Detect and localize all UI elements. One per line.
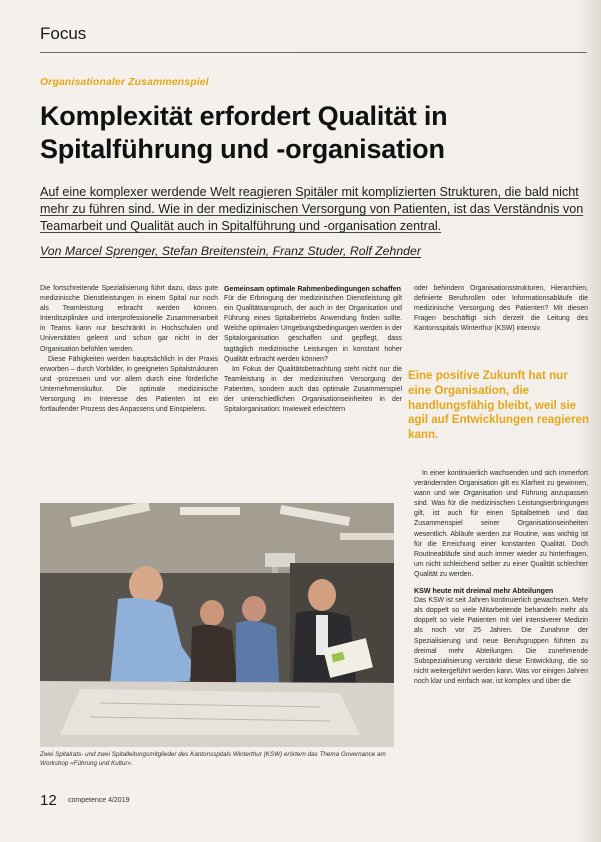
subheading: Gemeinsam optimale Rahmenbedingungen schaffen (224, 285, 401, 293)
workshop-photo-illustration (40, 503, 394, 747)
pull-quote: Eine positive Zukunft hat nur eine Organisation, die handlungsfähig bleibt, weil sie agil auf Entwicklungen reagieren kann. (408, 369, 590, 442)
article-lead: Auf eine komplexer werdende Welt reagieren Spitäler mit komplizierten Strukturen, die bald nicht mehr zu führen sind. Wie in der medizinischen Versorgung von Patienten, ist das Verständnis von Teamarbeit und Qualität auch in Spitalführung und -organisation zentral. (40, 185, 584, 234)
body-paragraph: In einer kontinuierlich wachsenden und sich immerfort verändernden Organisation gilt es Klarheit zu gewinnen, wann und wie Organisation und Führung anzupassen sind. Was für die medizinischen Leistungserbringungen gilt, ist auch für einen Spitalbetrieb und das Zusammenspiel seiner Organisationseinheiten wesentlich. Abläufe werden zur Routine, was wichtig ist für die Erreichung einer konstanten Qualität. Doch Routineabläufe sind auch immer wieder zu hinterfragen, um nicht schleichend selber zu einer Qualität schlechter Qualität zu werden. (414, 470, 588, 578)
body-column-3-top (414, 284, 588, 334)
article-authors: Von Marcel Sprenger, Stefan Breitenstein, Franz Studer, Rolf Zehnder (40, 244, 421, 258)
body-paragraph: Diese Fähigkeiten werden hauptsächlich in der Praxis erworben – durch Vorbilder, in geeigneten Spitalstrukturen und -prozessen und vor allem durch eine förderliche Unternehmenskultur. Die optimale medizinische Versorgung im Interesse des Patienten ist ein fortlaufender Prozess des Anpassens und Einspielens. (40, 355, 218, 414)
header-rule (40, 52, 587, 53)
workshop-photo (40, 503, 394, 747)
body-paragraph: Die fortschreitende Spezialisierung führt dazu, dass gute medizinische Dienstleistungen in einem Spital nur noch als Teamleistung erbracht werden können. Interdisziplinäre und interprofessionelle Zusammenarbeit in Teams kann nur beschränkt in Hochschulen und Universitäten gelernt und schon gar nicht in der Organisation befohlen werden. (40, 285, 218, 353)
body-column-1 (40, 284, 218, 415)
body-column-2 (224, 284, 402, 415)
magazine-issue: competence 4/2019 (68, 797, 130, 804)
subheading: KSW heute mit dreimal mehr Abteilungen (414, 587, 554, 596)
body-paragraph: oder behindern Organisationsstrukturen, Hierarchien, definierte Berufsrollen oder Informationsabläufe die medizinische Versorgung des Patienten? Mit diesen Fragen beschäftigt sich derzeit die Leitung des Kantonsspitals Winterthur (KSW) intensiv. (414, 285, 588, 333)
body-paragraph: Für die Erbringung der medizinischen Dienstleistung gilt ein Qualitätsanspruch, der auch in der Organisation und Führung eines Spitalbetriebs Anwendung finden sollte. Welche optimalen Umgebungsbedingungen werden in der Spitalorganisation geschaffen und gepflegt, dass tagtäglich medizinische Leistungen in konstant hoher Qualität erbracht werden können? (224, 295, 402, 363)
body-column-3 (414, 469, 588, 687)
body-paragraph: Im Fokus der Qualitätsbetrachtung steht nicht nur die Teamleistung in der medizinischen Versorgung der Patienten, sondern auch das optimale Zusammenspiel der unterschiedlichen Organisationseinheiten in der Spitalorganisation: Inwieweit erleichtern (224, 365, 402, 414)
article-headline: Komplexität erfordert Qualität in Spitalführung und -organisation (40, 101, 448, 164)
section-label: Focus (40, 24, 87, 43)
article-kicker: Organisationaler Zusammenspiel (40, 76, 209, 88)
photo-caption: Zwei Spitalrats- und zwei Spitalleitungsmitglieder des Kantonsspitals Winterthur (KSW) erörtern das Thema Governance am Workshop «Führung und Kultur». (40, 751, 386, 767)
page-number: 12 (40, 792, 57, 809)
body-paragraph: Das KSW ist seit Jahren kontinuierlich gewachsen. Mehr als doppelt so viele Mitarbeitende behandeln mehr als doppelt so viele Patienten mit viel intensiverer Medizin als noch vor 25 Jahren. Die Zunahme der Spezialisierung und neue Berufsgruppen führten zu dreimal mehr Abteilungen. Die zunehmende Subspezialisierung verstärkt diese Entwicklung, die so nicht weitergeführt werden kann. Was vor einigen Jahren noch klar und einfach war, ist komplex und über die (414, 597, 588, 685)
